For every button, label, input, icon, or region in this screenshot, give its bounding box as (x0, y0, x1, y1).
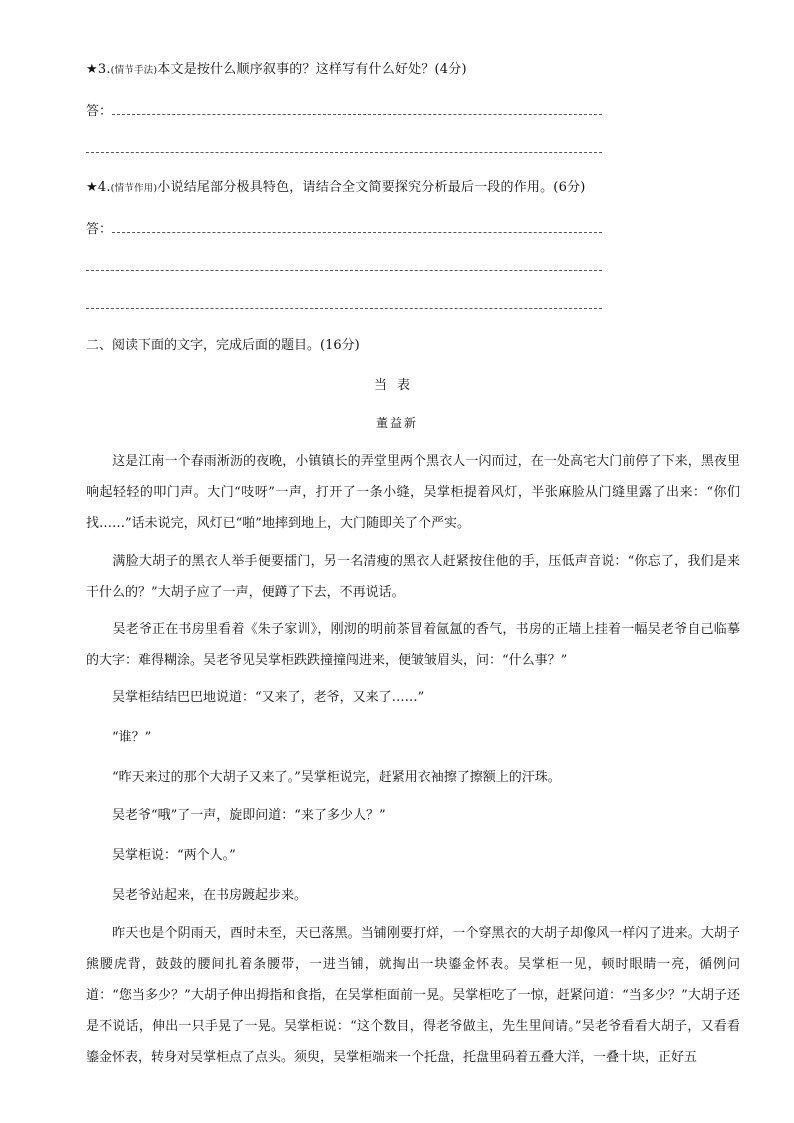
story-paragraph (86, 682, 740, 713)
story-paragraph (86, 614, 740, 676)
story-author: 董益新 (375, 416, 418, 430)
paragraph-text: 吴掌柜说：“两个人。” (112, 848, 236, 863)
answer-line[interactable] (112, 114, 602, 115)
answer-line[interactable] (86, 152, 602, 153)
answer-line[interactable] (86, 308, 602, 309)
paragraph-text: 吴老爷正在书房里看着《朱子家训》，刚沏的明前茶冒着氤氲的香气，书房的正墙上挂着一幅吴老爷自己临摹的大字：难得糊涂。吴老爷见吴掌柜跌跌撞撞闯进来，便皱皱眉头，问：“什么事？” (86, 622, 740, 668)
story-paragraph (86, 918, 740, 1088)
answer-label: 答： (86, 222, 113, 237)
question-3 (86, 58, 467, 77)
answer-line[interactable] (86, 270, 602, 271)
question-text: 本文是按什么顺序叙事的？这样写有什么好处？(4分) (157, 62, 467, 77)
answer-label: 答： (86, 104, 113, 119)
question-star: ★4. (86, 180, 111, 195)
paragraph-text: 吴老爷站起来，在书房踱起步来。 (112, 888, 308, 903)
story-paragraph (86, 880, 740, 911)
section-heading: 二、阅读下面的文字，完成后面的题目。(16分) (86, 338, 360, 353)
question-star: ★3. (86, 62, 111, 77)
story-paragraph (86, 840, 740, 871)
story-paragraph (86, 800, 740, 831)
answer-line[interactable] (112, 232, 602, 233)
story-paragraph (86, 446, 740, 539)
question-tag: (情节作用) (110, 183, 158, 194)
story-paragraph (86, 762, 740, 793)
story-title: 当表 (373, 378, 420, 393)
question-text: 小说结尾部分极具特色，请结合全文简要探究分析最后一段的作用。(6分) (157, 180, 586, 195)
paragraph-text: 昨天也是个阴雨天，酉时未至，天已落黑。当铺刚要打烊，一个穿黑衣的大胡子却像风一样闪了进来。大胡子熊腰虎背，鼓鼓的腰间扎着条腰带，一进当铺，就掏出一块鎏金怀表。吴掌柜一见，顿时眼睛一亮，循例问道：“您当多少？”大胡子伸出拇指和食指，在吴掌柜面前一晃。吴掌柜吃了一惊，赶紧问道：“当多少？”大胡子还是不说话，伸出一只手晃了一晃。吴掌柜说：“这个数目，得老爷做主，先生里间请。”吴老爷看看大胡子，又看看鎏金怀表，转身对吴掌柜点了点头。须臾，吴掌柜端来一个托盘，托盘里码着五叠大洋，一叠十块，正好五 (86, 926, 740, 1065)
question-tag: (情节手法) (110, 65, 158, 76)
paragraph-text: 吴老爷“哦”了一声，旋即问道：“来了多少人？” (112, 808, 386, 823)
paragraph-text: “昨天来过的那个大胡子又来了。”吴掌柜说完，赶紧用衣袖擦了擦额上的汗珠。 (112, 770, 561, 785)
paragraph-text: “谁？” (112, 730, 152, 745)
paragraph-text: 这是江南一个春雨淅沥的夜晚，小镇镇长的弄堂里两个黑衣人一闪而过，在一处高宅大门前停了下来，黑夜里响起轻轻的叩门声。大门“吱呀”一声，打开了一条小缝，吴掌柜提着风灯，半张麻脸从门缝里露了出来：“你们找……”话未说完，风灯已“啪”地摔到地上，大门随即关了个严实。 (86, 454, 740, 531)
paragraph-text: 吴掌柜结结巴巴地说道：“又来了，老爷，又来了……” (112, 690, 425, 705)
story-paragraph (86, 546, 740, 608)
question-4 (86, 176, 586, 195)
story-paragraph (86, 722, 740, 753)
paragraph-text: 满脸大胡子的黑衣人举手便要擂门，另一名清瘦的黑衣人赶紧按住他的手，压低声音说：“你忘了，我们是来干什么的？”大胡子应了一声，便蹲了下去，不再说话。 (86, 554, 740, 600)
